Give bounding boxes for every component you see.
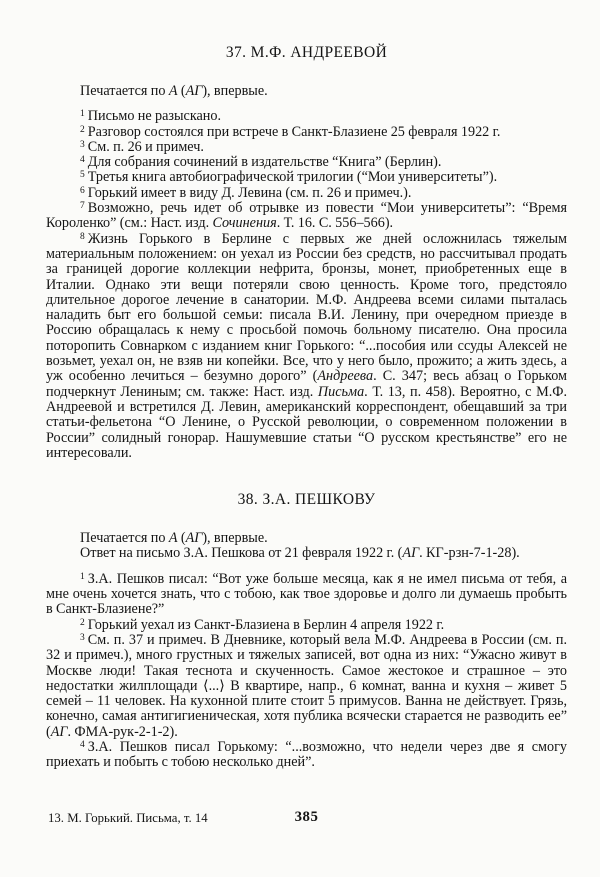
- text-run: (: [177, 530, 186, 547]
- footnote-number: 3: [80, 632, 85, 643]
- page-footer: [46, 809, 567, 827]
- italic-text-run: А: [168, 83, 178, 99]
- footnote: [46, 740, 567, 771]
- text-run: З.А. Пешков писал Горькому: “...возможно, что недели через две я смогу приехать и побыть с тобою несколько дней”.: [46, 738, 567, 771]
- text-run: Разговор состоялся при встрече в Санкт-Блазиене 25 февраля 1922 г.: [87, 123, 501, 140]
- text-run: (: [177, 83, 186, 99]
- footnote: [46, 125, 567, 140]
- footnote: [46, 572, 567, 618]
- text-run: Письмо не разыскано.: [87, 108, 222, 125]
- footnote: [46, 232, 567, 461]
- text-run: Горький уехал из Санкт-Блазиена в Берлин 4 апреля 1922 г.: [87, 616, 445, 633]
- text-run: Ответ на письмо З.А. Пешкова от 21 февраля 1922 г. (: [80, 545, 403, 562]
- page-body: [46, 44, 567, 771]
- footnote-number: 1: [80, 109, 85, 120]
- text-run: См. п. 37 и примеч. В Дневнике, который вела М.Ф. Андреева в России (см. п. 32 и примеч.), много грустных и тяжелых записей, вот одна из них: “Ужасно живут в Москве люди! Такая теснота и скученность. Самое жестокое и страшное – это недостатки жилплощади ⟨...⟩ В квартире, напр., 6 комнат, ванна и кухня – живет 5 семей – 11 человек. На кухонной плите стоит 5 примусов. Ванна не действует. Грязь, конечно, самая антигигиеническая, хотя публика всячески старается не разводить ее” (: [46, 631, 567, 740]
- footnote: [46, 140, 567, 155]
- footnote: [46, 618, 567, 633]
- letter-commentary-section: [46, 44, 567, 461]
- footnote-number: 4: [80, 155, 85, 166]
- footnote-number: 5: [80, 170, 85, 181]
- text-run: Возможно, речь идет об отрывке из повести “Мои университеты”: “Время Короленко” (см.: Наст. изд.: [46, 200, 567, 232]
- text-run: ), впервые.: [202, 83, 268, 99]
- text-run: З.А. Пешков писал: “Вот уже больше месяца, как я не имел письма от тебя, а мне очень хочется знать, что с тобою, как твое здоровье и долго ли думаешь пробыть в Санкт-Блазиене?”: [46, 570, 567, 618]
- footnote-number: 8: [80, 231, 85, 242]
- italic-text-run: Андреева: [317, 368, 374, 385]
- italic-text-run: Сочинения: [212, 215, 277, 232]
- text-run: Печатается по: [80, 530, 169, 547]
- footnote: [46, 170, 567, 185]
- italic-text-run: АГ: [50, 723, 68, 740]
- footnote: [46, 633, 567, 740]
- italic-text-run: А: [168, 530, 178, 547]
- section-heading: 37. М.Ф. АНДРЕЕВОЙ: [225, 44, 388, 61]
- italic-text-run: АГ: [185, 530, 203, 547]
- footnotes-block: [46, 109, 567, 461]
- footnote: [46, 155, 567, 170]
- footnote: [46, 201, 567, 232]
- letter-commentary-section: [46, 491, 567, 770]
- text-run: . С. 347; весь абзац о Горьком подчеркнут Лениным; см. также: Наст. изд.: [46, 368, 567, 400]
- source-note-paragraph: [46, 531, 567, 546]
- page-number: 385: [294, 809, 319, 825]
- text-run: . Т. 13, п. 458). Вероятно, с М.Ф. Андреевой и встретился Д. Левин, американский корреспондент, обещавший за три статьи-фельетона “О Ленине, о Русской революции, о современном положении в России” солидный гонорар. Нашумевшие статьи “О русском крестьянстве” его не интересовали.: [46, 383, 567, 461]
- text-run: . ФМА-рук-2-1-2).: [67, 723, 178, 740]
- footnote-number: 3: [80, 139, 85, 150]
- text-run: Жизнь Горького в Берлине с первых же дней осложнилась тяжелым материальным положением: он уехал из России без средств, но рассчитывал продать за границей дорогие коллекции нефрита, бронзы, монет, приобретенных еще в Италии. Однако эти вещи потеряли свою ценность. Кроме того, предстояло длительное дорогое лечение в санатории. М.Ф. Андреева всеми силами пыталась наладить быт его большой семьи: писала В.И. Ленину, при очередном приезде в Россию обращалась к нему с просьбой помочь больному писателю. Она просила поторопить Совнарком с изданием книг Горького: “...пособия или ссуды Алексей не возьмет, уехал он, не взяв ни копейки. Все, что у него было, прожито; а жить здесь, а уж особенно лечиться – безумно дорого” (: [46, 230, 567, 385]
- footnote-number: 6: [80, 185, 85, 196]
- text-run: . КГ-рзн-7-1-28).: [419, 545, 520, 562]
- footnote-number: 2: [80, 617, 85, 628]
- footnote: [46, 109, 567, 124]
- text-run: . Т. 16. С. 556–566).: [276, 215, 394, 232]
- source-note-paragraph: [46, 546, 567, 561]
- text-run: Третья книга автобиографической трилогии (“Мои университеты”).: [87, 169, 498, 186]
- footnote: [46, 186, 567, 201]
- footnote-number: 7: [80, 201, 85, 212]
- italic-text-run: АГ: [402, 545, 420, 562]
- text-run: ), впервые.: [202, 530, 268, 547]
- text-run: См. п. 26 и примеч.: [87, 138, 204, 155]
- italic-text-run: Письма: [317, 383, 365, 400]
- footnote-number: 1: [80, 571, 85, 582]
- section-heading: 38. З.А. ПЕШКОВУ: [237, 491, 376, 509]
- footnotes-block: [46, 572, 567, 771]
- footnote-number: 4: [80, 739, 85, 750]
- source-note-paragraph: [46, 84, 567, 99]
- text-run: Для собрания сочинений в издательстве “Книга” (Берлин).: [87, 154, 442, 171]
- text-run: Горький имеет в виду Д. Левина (см. п. 26 и примеч.).: [87, 184, 412, 201]
- text-run: Печатается по: [80, 83, 169, 99]
- italic-text-run: АГ: [185, 83, 203, 99]
- edition-note: 13. М. Горький. Письма, т. 14: [48, 811, 208, 825]
- footnote-number: 2: [80, 124, 85, 135]
